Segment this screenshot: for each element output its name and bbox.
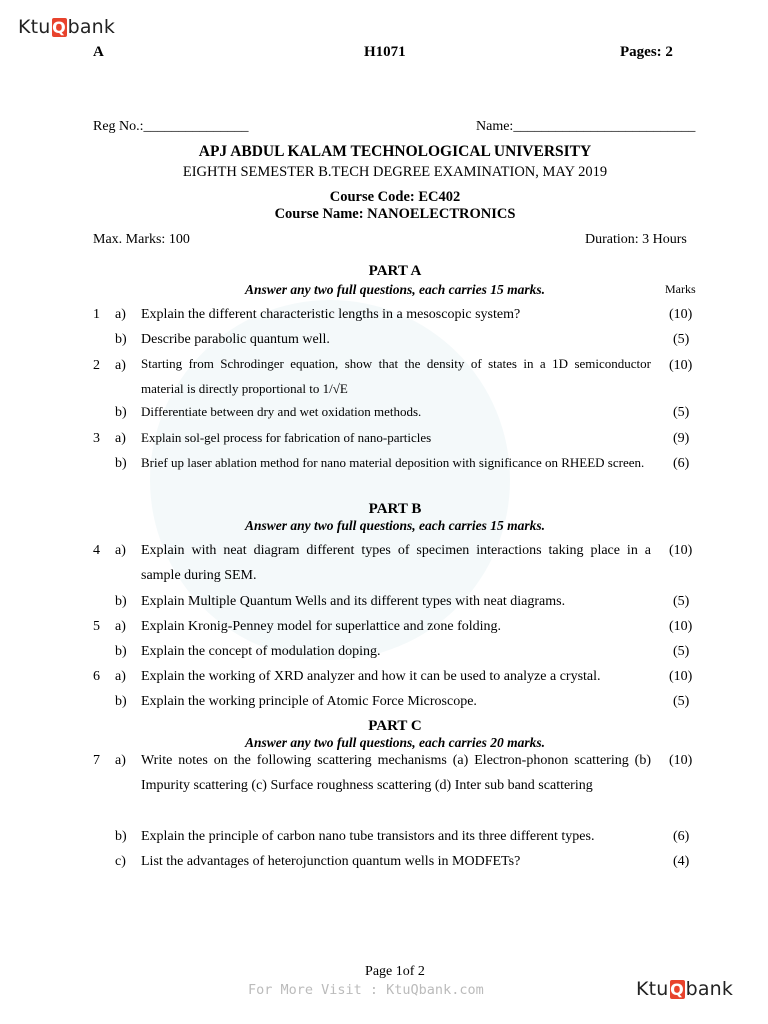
question-marks: (5) xyxy=(673,594,690,609)
sub-question-label: a) xyxy=(115,669,126,684)
question-text: Explain the concept of modulation doping. xyxy=(141,644,381,659)
question-text: Explain Multiple Quantum Wells and its different types with neat diagrams. xyxy=(141,594,566,609)
part-a-title: PART A xyxy=(368,263,422,279)
question-number: 7 xyxy=(93,753,100,768)
question-marks: (6) xyxy=(673,456,690,471)
sub-question-label: b) xyxy=(115,594,127,609)
question-text: Explain sol-gel process for fabrication of nano-particles xyxy=(141,430,432,445)
page-number: Page 1of 2 xyxy=(365,964,425,979)
question-text: Starting from Schrodinger equation, show that the density of states in a 1D semiconductor material is directly proportional to 1/√E xyxy=(141,356,651,396)
set-label: A xyxy=(93,44,104,60)
question-text: Describe parabolic quantum well. xyxy=(141,332,330,347)
question-marks: (5) xyxy=(673,332,690,347)
question-marks: (5) xyxy=(673,694,690,709)
question-marks: (10) xyxy=(669,669,693,684)
logo-text-left: Ktu xyxy=(18,16,51,38)
question-marks: (10) xyxy=(669,619,693,634)
part-b-instruction: Answer any two full questions, each carries 15 marks. xyxy=(244,518,546,533)
ktuqbank-logo-footer xyxy=(636,978,733,1000)
reg-no-field: Reg No.:_______________ xyxy=(93,119,249,134)
question-text: Explain with neat diagram different types of specimen interactions taking place in a sample during SEM. xyxy=(141,543,651,583)
sub-question-label: c) xyxy=(115,854,126,869)
part-c-instruction: Answer any two full questions, each carries 20 marks. xyxy=(244,735,546,750)
question-text: Explain the working of XRD analyzer and how it can be used to analyze a crystal. xyxy=(141,669,601,684)
duration: Duration: 3 Hours xyxy=(585,232,687,247)
sub-question-label: a) xyxy=(115,307,126,322)
name-field: Name:__________________________ xyxy=(476,119,696,134)
part-b-title: PART B xyxy=(368,501,422,517)
question-text: Explain the principle of carbon nano tube transistors and its three different types. xyxy=(141,829,595,844)
sub-question-label: b) xyxy=(115,405,127,420)
question-marks: (5) xyxy=(673,405,690,420)
logo-text-right: bank xyxy=(67,16,116,38)
question-marks: (10) xyxy=(669,358,693,373)
course-code: Course Code: EC402 xyxy=(329,189,461,205)
sub-question-label: b) xyxy=(115,332,127,347)
marks-column-heading: Marks xyxy=(665,282,696,296)
question-number: 4 xyxy=(93,543,100,558)
question-marks: (10) xyxy=(669,753,693,768)
question-marks: (5) xyxy=(673,644,690,659)
question-number: 5 xyxy=(93,619,100,634)
exam-title: EIGHTH SEMESTER B.TECH DEGREE EXAMINATION, MAY 2019 xyxy=(182,164,608,180)
logo-q-mark: Q xyxy=(52,17,66,37)
sub-question-label: a) xyxy=(115,619,126,634)
question-text: Write notes on the following scattering mechanisms (a) Electron-phonon scattering (b) Impurity scattering (c) Surface roughness scattering (d) Inter sub band scattering xyxy=(141,753,651,793)
question-text: Explain the working principle of Atomic Force Microscope. xyxy=(141,694,477,709)
question-text: Explain the different characteristic lengths in a mesoscopic system? xyxy=(141,307,521,322)
page-count: Pages: 2 xyxy=(620,44,673,60)
question-number: 6 xyxy=(93,669,100,684)
question-marks: (9) xyxy=(673,431,690,446)
sub-question-label: b) xyxy=(115,694,127,709)
logo-text-left: Ktu xyxy=(636,978,669,1000)
sub-question-label: a) xyxy=(115,543,126,558)
sub-question-label: a) xyxy=(115,431,126,446)
question-number: 1 xyxy=(93,307,100,322)
question-text: Differentiate between dry and wet oxidation methods. xyxy=(141,404,422,419)
visit-website-text: For More Visit : KtuQbank.com xyxy=(248,982,484,998)
sub-question-label: b) xyxy=(115,829,127,844)
question-marks: (6) xyxy=(673,829,690,844)
question-marks: (4) xyxy=(673,854,690,869)
question-text: Explain Kronig-Penney model for superlattice and zone folding. xyxy=(141,619,502,634)
course-name: Course Name: NANOELECTRONICS xyxy=(274,206,516,222)
sub-question-label: b) xyxy=(115,456,127,471)
question-text: List the advantages of heterojunction quantum wells in MODFETs? xyxy=(141,854,521,869)
paper-code: H1071 xyxy=(364,44,406,60)
max-marks: Max. Marks: 100 xyxy=(93,232,190,247)
part-c-title: PART C xyxy=(368,718,422,734)
question-text: Brief up laser ablation method for nano material deposition with significance on RHEED screen. xyxy=(141,455,645,470)
ktuqbank-logo xyxy=(18,16,115,38)
logo-q-mark: Q xyxy=(670,979,684,999)
question-marks: (10) xyxy=(669,543,693,558)
sub-question-label: a) xyxy=(115,358,126,373)
part-a-instruction: Answer any two full questions, each carries 15 marks. xyxy=(244,282,546,297)
sub-question-label: b) xyxy=(115,644,127,659)
question-number: 2 xyxy=(93,358,100,373)
university-name: APJ ABDUL KALAM TECHNOLOGICAL UNIVERSITY xyxy=(198,143,592,160)
question-marks: (10) xyxy=(669,307,693,322)
logo-text-right: bank xyxy=(685,978,734,1000)
question-number: 3 xyxy=(93,431,100,446)
sub-question-label: a) xyxy=(115,753,126,768)
